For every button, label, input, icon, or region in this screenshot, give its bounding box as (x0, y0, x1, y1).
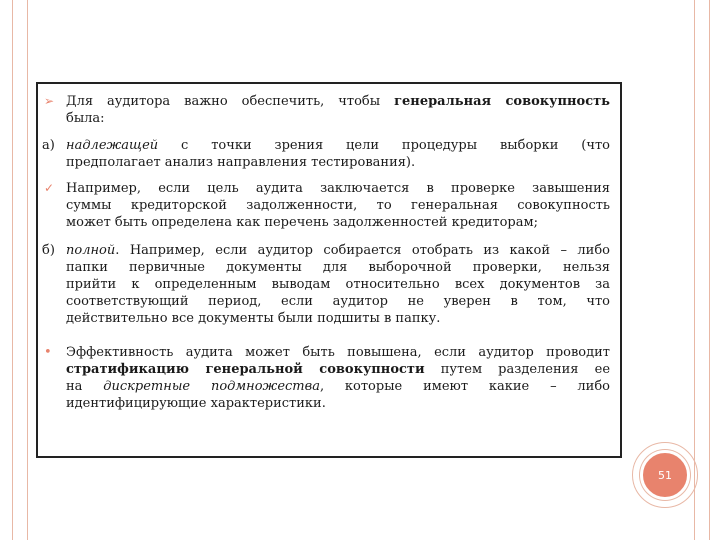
italic-term-complete: полной (66, 243, 116, 258)
content-box: ➢ Для аудитора важно обеспечить, чтобы генеральная совокупность была: а) надлежащей с точки зрения цели процедуры выборки (что предполагает анализ направления тестирования). ✓ Например, если цель аудита заключается в проверке завышения суммы кредиторской задолженности, то генеральная совокупность может быть определена как перечень задолженностей кредиторам; б) полной. Например, если аудитор собирается отобрать из какой – либо папки первичные документы для выборочной проверки, нельзя прийти к определенным выводам относительно всех документов за соответствующий период, если аудитор не уверен в том, что действительно все документы были подшиты в папку. • Эффективность аудита может быть повышена, если аудитор проводит стратификацию генеральной совокупности путем разделения ее на дискретные подмножества, которые имеют какие – либо идентифицирующие характеристики. (36, 82, 622, 458)
example-line-1: Например, если цель аудита заключается в проверке завышения (66, 181, 610, 196)
paragraph-b-line-2: папки первичные документы для выборочной проверки, нельзя (66, 260, 610, 275)
strat-bold-term: стратификацию генеральной совокупности (66, 362, 425, 377)
item-label-b: б) (42, 243, 55, 258)
paragraph-a-line-2: предполагает анализ направления тестирования). (66, 155, 416, 170)
intro-bold-term: генеральная совокупность (394, 94, 611, 109)
intro-text: Для аудитора важно обеспечить, чтобы (66, 94, 381, 109)
italic-term-subsets: дискретные подмножества (103, 379, 320, 394)
example-line-2: суммы кредиторской задолженности, то генеральная совокупность (66, 198, 610, 213)
strat-line-4: идентифицирующие характеристики. (66, 396, 326, 411)
item-label-a: а) (42, 138, 55, 153)
paragraph-b-line-5: действительно все документы были подшиты в папку. (66, 311, 441, 326)
strat-line-1: Эффективность аудита может быть повышена, если аудитор проводит (66, 345, 610, 360)
paragraph-b-line-4: соответствующий период, если аудитор не уверен в том, что (66, 294, 610, 309)
checkmark-bullet-icon: ✓ (44, 181, 55, 195)
italic-term-appropriate: надлежащей (66, 138, 159, 153)
intro-line-2: была: (66, 111, 105, 126)
paragraph-b-line-3: прийти к определенным выводам относительно всех документов за (66, 277, 610, 292)
left-decorative-frame (12, 0, 28, 540)
page-number-badge (640, 450, 690, 500)
dot-bullet-icon: • (44, 345, 52, 360)
right-decorative-frame (694, 0, 710, 540)
page-number: 51 (658, 468, 672, 482)
arrow-bullet-icon: ➢ (44, 94, 55, 108)
example-line-3: может быть определена как перечень задолженностей кредиторам; (66, 215, 538, 230)
